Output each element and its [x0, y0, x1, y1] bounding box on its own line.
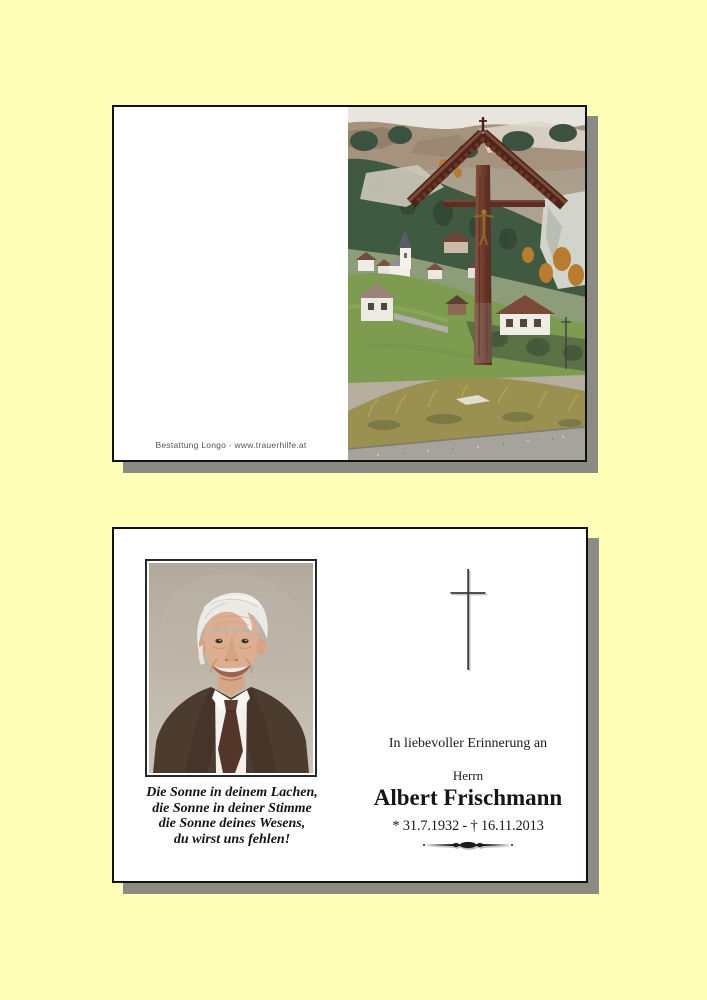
cross-icon	[446, 567, 490, 673]
life-dates: * 31.7.1932 - † 16.11.2013	[392, 818, 544, 834]
memorial-poem	[114, 785, 350, 847]
card-front-outside	[112, 105, 587, 462]
memorial-text-column	[350, 529, 586, 881]
memorial-intro: In liebevoller Erinnerung an	[388, 736, 548, 751]
poem-line: Die Sonne in deinem Lachen,	[146, 785, 318, 800]
memorial-salutation: Herrn	[452, 768, 484, 783]
poem-line: die Sonne in deiner Stimme	[152, 800, 312, 816]
portrait-photo	[149, 563, 313, 773]
landscape-illustration	[348, 107, 585, 460]
portrait-photo-frame	[145, 559, 317, 777]
deceased-name: Albert Frischmann	[373, 785, 563, 810]
poem-line: die Sonne deines Wesens,	[158, 816, 306, 831]
alpine-wayside-cross-photo	[348, 107, 585, 460]
funeral-home-credit: Bestattung Longo · www.trauerhilfe.at	[155, 440, 307, 450]
card-memorial-inside	[112, 527, 588, 883]
poem-line: du wirst uns fehlen!	[173, 831, 291, 847]
card-front-blank-page	[114, 107, 348, 460]
ornament-divider-icon	[422, 840, 514, 852]
